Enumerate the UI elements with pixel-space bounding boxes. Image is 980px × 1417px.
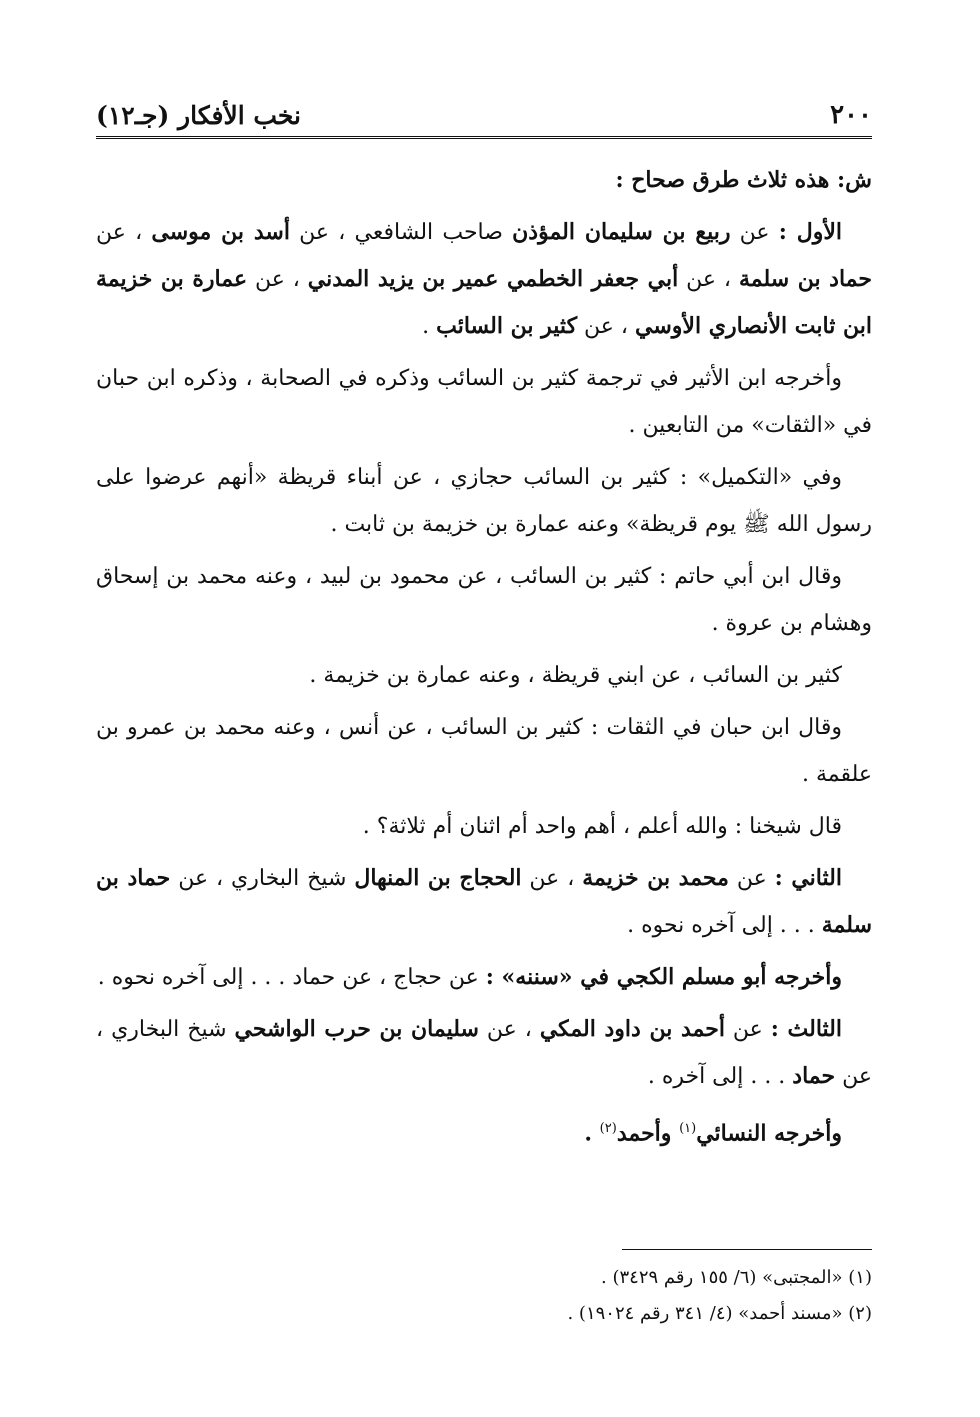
footnotes — [96, 1249, 872, 1332]
paragraph — [96, 157, 872, 204]
page-number: ٢٠٠ — [830, 100, 872, 130]
text-run: ، عن — [678, 267, 739, 292]
paragraph — [96, 209, 872, 350]
book-page — [96, 82, 872, 1382]
running-header — [96, 82, 872, 139]
text-run: الثالث : — [770, 1016, 842, 1042]
footnote-ref: (١) — [679, 1121, 697, 1136]
text-run: الأول : — [778, 219, 842, 245]
paragraph — [96, 704, 872, 798]
text-run: حماد بن سلمة — [738, 266, 872, 292]
text-run: وقال ابن أبي حاتم : كثير بن السائب ، عن محمود بن لبيد ، وعنه محمد بن إسحاق وهشام بن عروة . — [96, 564, 872, 636]
text-run: ربيع بن سليمان المؤذن — [512, 219, 731, 245]
text-run: حماد — [792, 1063, 836, 1089]
paragraph — [96, 855, 872, 949]
text-run: عن — [724, 1017, 771, 1042]
text-run: أبي جعفر الخطمي عمير بن يزيد المدني — [307, 266, 679, 292]
text-run: كثير بن السائب ، عن ابني قريظة ، وعنه عمارة بن خزيمة . — [309, 663, 842, 688]
text-run: حماد بن سلمة — [96, 865, 872, 938]
text-run: قال شيخنا : والله أعلم ، أهم واحد أم اثنان أم ثلاثة؟ . — [362, 814, 842, 839]
text-run: شيخ البخاري ، عن — [170, 866, 355, 891]
paragraph — [96, 652, 872, 699]
text-run: كثير بن السائب — [436, 313, 578, 339]
footnote-1: (١) «المجتبى» (٦/ ١٥٥ رقم ٣٤٢٩) . — [601, 1267, 872, 1288]
text-run: وقال ابن حبان في الثقات : كثير بن السائب ، عن أنس ، وعنه محمد بن عمرو بن علقمة . — [96, 715, 872, 787]
text-run: . — [584, 1120, 600, 1147]
text-run: شيخ البخاري ، عن — [96, 1017, 872, 1089]
text-run: محمد بن خزيمة — [582, 865, 729, 891]
paragraph — [96, 1006, 872, 1100]
text-run: ، عن — [96, 220, 152, 245]
text-run: الثاني : — [774, 865, 842, 891]
text-run: وفي «التكميل» : كثير بن السائب حجازي ، عن أبناء قريظة «أنهم عرضوا على رسول الله ﷺ يوم قريظة» وعنه عمارة بن خزيمة بن ثابت . — [96, 465, 872, 537]
text-run: وأخرجه أبو مسلم الكجي في «سننه» : — [485, 964, 842, 990]
text-run: ش: هذه ثلاث طرق صحاح : — [615, 167, 872, 193]
paragraph — [96, 454, 872, 548]
running-title: نخب الأفكار (جـ١٢) — [96, 101, 302, 130]
text-run: وأخرجه ابن الأثير في ترجمة كثير بن السائب وذكره في الصحابة ، وذكره ابن حبان في «الثقات» من التابعين . — [96, 366, 872, 438]
text-run: عن — [730, 220, 779, 245]
text-run: عن حجاج ، عن حماد . . . إلى آخره نحوه . — [97, 965, 486, 990]
paragraph — [96, 553, 872, 647]
text-run: وأحمد — [616, 1120, 680, 1147]
paragraph — [96, 355, 872, 449]
text-run: أحمد بن داود المكي — [539, 1016, 725, 1042]
main-text — [96, 139, 872, 1157]
paragraph — [96, 954, 872, 1001]
footnote-ref: (٢) — [599, 1121, 617, 1136]
paragraph — [96, 1105, 872, 1157]
text-run: عمارة بن خزيمة ابن ثابت الأنصاري الأوسي — [96, 266, 872, 339]
text-run: . . . إلى آخره . — [647, 1064, 793, 1089]
text-run: وأخرجه النسائي — [696, 1120, 842, 1147]
footnote-2: (٢) «مسند أحمد» (٤/ ٣٤١ رقم ١٩٠٢٤) . — [567, 1303, 872, 1324]
text-run: أسد بن موسى — [151, 219, 290, 245]
text-run: ، عن — [247, 267, 308, 292]
text-run: صاحب الشافعي ، عن — [289, 220, 513, 245]
text-run: ، عن — [478, 1017, 540, 1042]
text-run: ، عن — [521, 866, 583, 891]
text-run: ، عن — [577, 314, 636, 339]
text-run: . . . إلى آخره نحوه . — [627, 913, 822, 938]
text-run: الحجاج بن المنهال — [354, 865, 522, 891]
text-run: . — [422, 314, 437, 339]
paragraph — [96, 803, 872, 850]
footnote-separator — [622, 1249, 872, 1250]
text-run: سليمان بن حرب الواشحي — [234, 1016, 479, 1042]
text-run: عن — [728, 866, 775, 891]
